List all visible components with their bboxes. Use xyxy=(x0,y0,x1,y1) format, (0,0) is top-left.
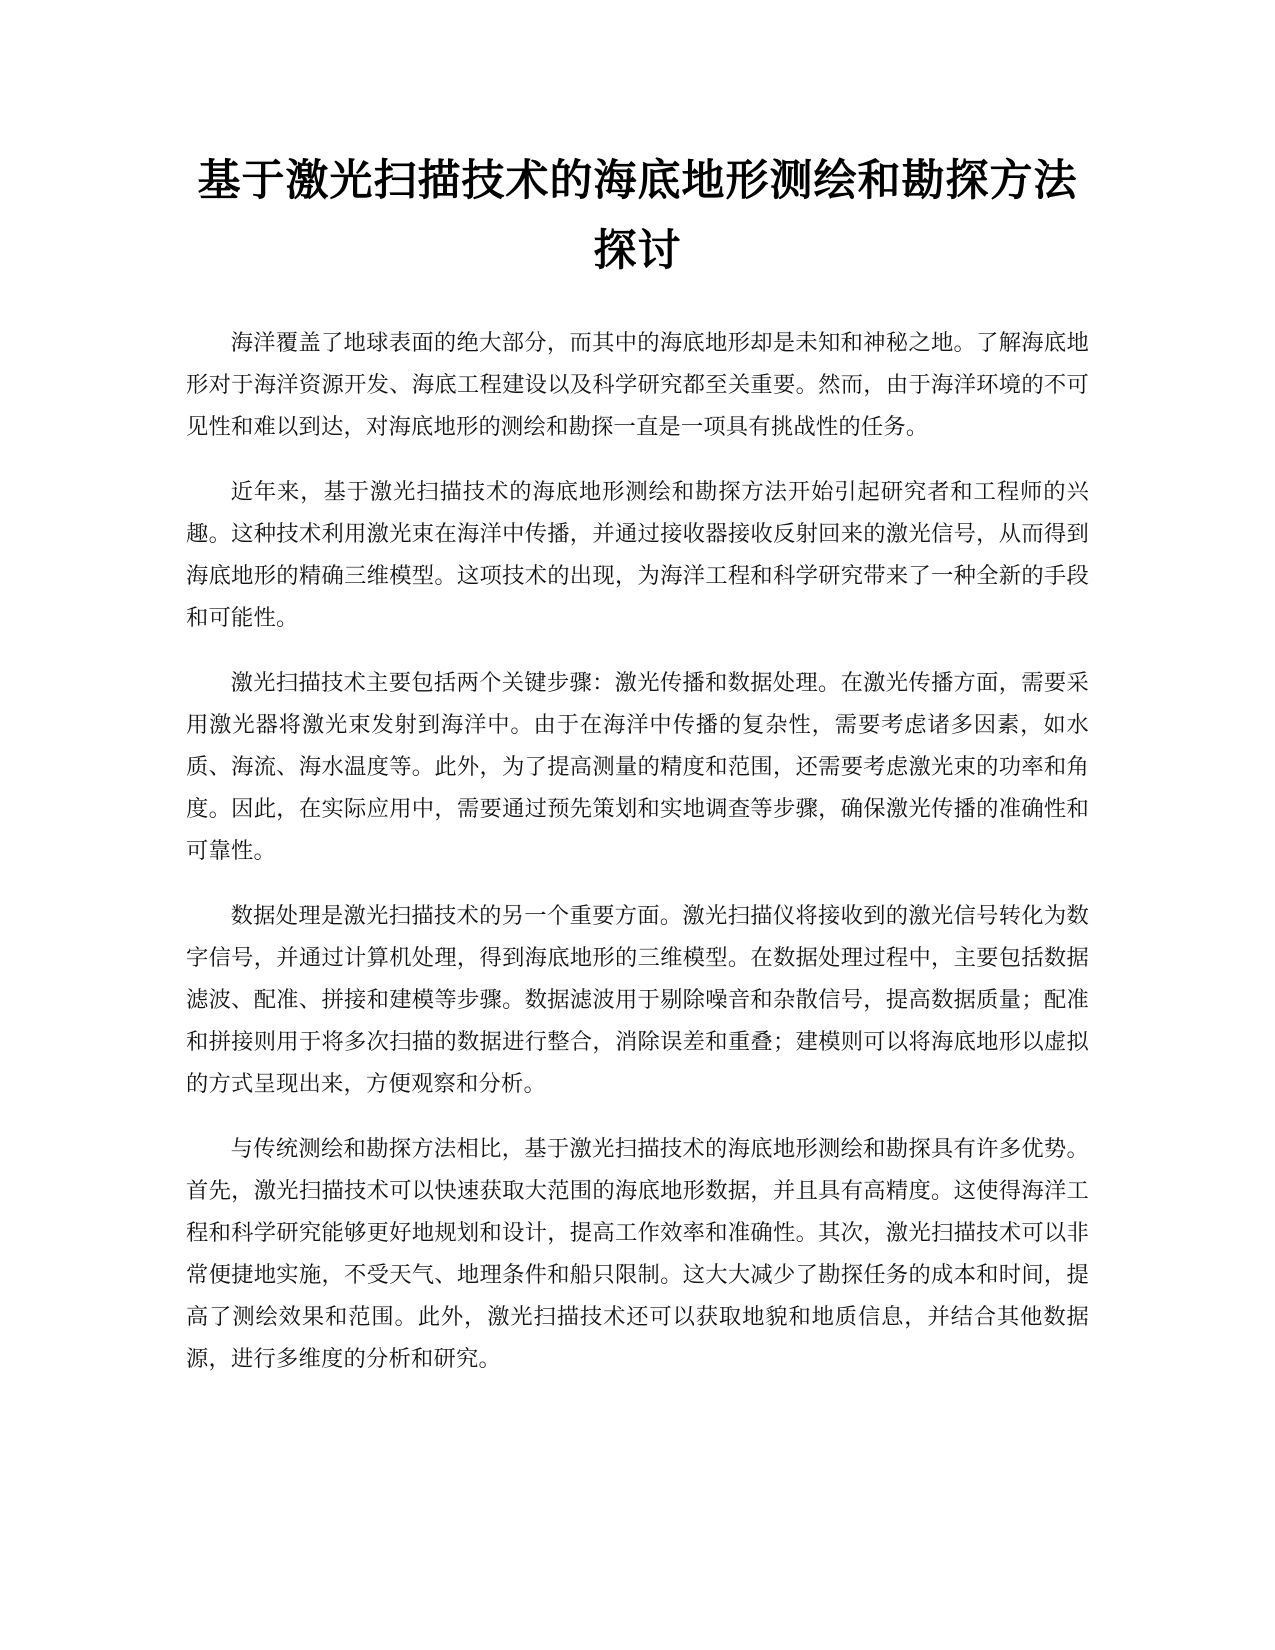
paragraph-2: 近年来，基于激光扫描技术的海底地形测绘和勘探方法开始引起研究者和工程师的兴趣。这种技术利用激光束在海洋中传播，并通过接收器接收反射回来的激光信号，从而得到海底地形的精确三维模型。这项技术的出现，为海洋工程和科学研究带来了一种全新的手段和可能性。 xyxy=(186,479,1089,631)
paragraph-1: 海洋覆盖了地球表面的绝大部分，而其中的海底地形却是未知和神秘之地。了解海底地形对于海洋资源开发、海底工程建设以及科学研究都至关重要。然而，由于海洋环境的不可见性和难以到达，对海底地形的测绘和勘探一直是一项具有挑战性的任务。 xyxy=(186,330,1089,440)
paragraph-5: 与传统测绘和勘探方法相比，基于激光扫描技术的海底地形测绘和勘探具有许多优势。首先，激光扫描技术可以快速获取大范围的海底地形数据，并且具有高精度。这使得海洋工程和科学研究能够更好地规划和设计，提高工作效率和准确性。其次，激光扫描技术可以非常便捷地实施，不受天气、地理条件和船只限制。这大大减少了勘探任务的成本和时间，提高了测绘效果和范围。此外，激光扫描技术还可以获取地貌和地质信息，并结合其他数据源，进行多维度的分析和研究。 xyxy=(186,1136,1089,1372)
paragraph-3: 激光扫描技术主要包括两个关键步骤：激光传播和数据处理。在激光传播方面，需要采用激光器将激光束发射到海洋中。由于在海洋中传播的复杂性，需要考虑诸多因素，如水质、海流、海水温度等。此外，为了提高测量的精度和范围，还需要考虑激光束的功率和角度。因此，在实际应用中，需要通过预先策划和实地调查等步骤，确保激光传播的准确性和可靠性。 xyxy=(186,670,1089,864)
document-body xyxy=(186,322,1089,1403)
paragraph-4: 数据处理是激光扫描技术的另一个重要方面。激光扫描仪将接收到的激光信号转化为数字信号，并通过计算机处理，得到海底地形的三维模型。在数据处理过程中，主要包括数据滤波、配准、拼接和建模等步骤。数据滤波用于剔除噪音和杂散信号，提高数据质量；配准和拼接则用于将多次扫描的数据进行整合，消除误差和重叠；建模则可以将海底地形以虚拟的方式呈现出来，方便观察和分析。 xyxy=(186,903,1089,1097)
document-title: 基于激光扫描技术的海底地形测绘和勘探方法探讨 xyxy=(197,156,1078,276)
